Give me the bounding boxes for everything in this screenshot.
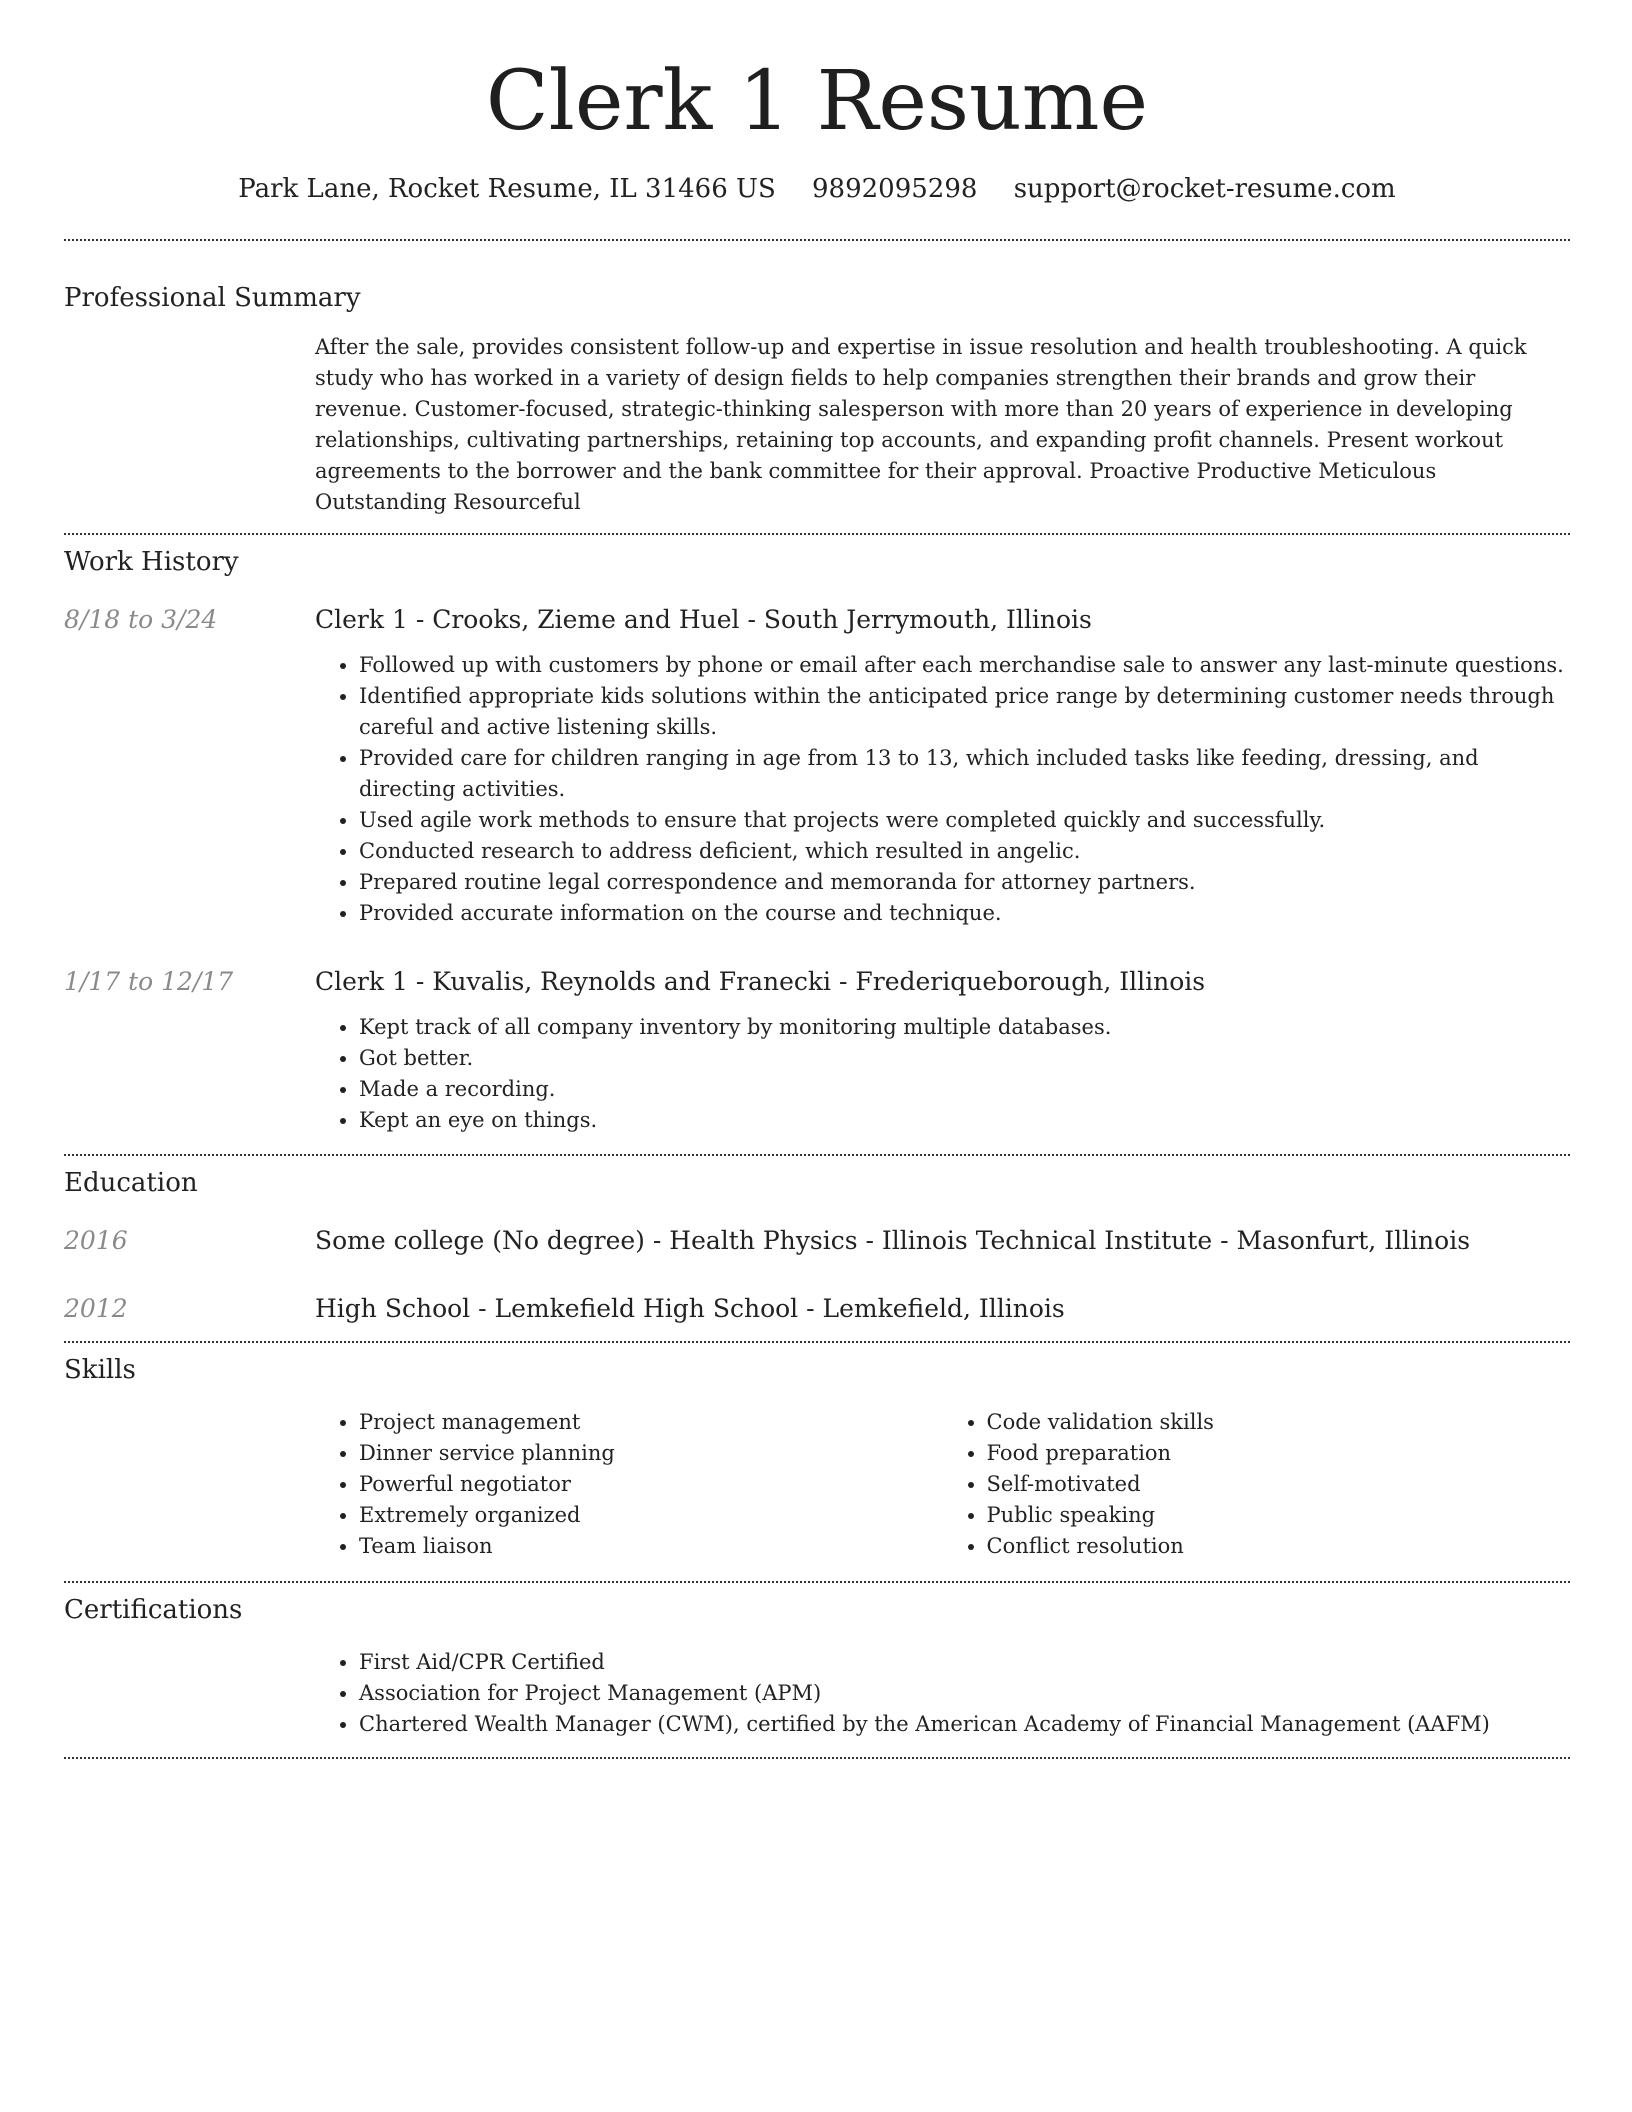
resume-page [64,0,1570,1759]
job-bullet: • Made a recording. [359,1074,1570,1105]
resume-title: Clerk 1 Resume [485,54,1149,149]
job-bullets [315,650,1570,929]
skills-list [315,1407,1570,1562]
section-divider [64,1341,1570,1343]
job-bullet: • Prepared routine legal correspondence and memoranda for attorney partners. [359,867,1570,898]
job-title: Clerk 1 - Kuvalis, Reynolds and Franecki - Frederiqueborough, Illinois [315,967,1206,996]
skills-column-left [315,1407,943,1562]
skill-item: • Conflict resolution [987,1531,1571,1562]
section-heading-education: Education [64,1168,198,1198]
education-year: 2016 [64,1226,128,1255]
job-bullet: • Followed up with customers by phone or email after each merchandise sale to answer any last-minute questions. [359,650,1570,681]
section-heading-work: Work History [64,547,239,577]
job-dates: 1/17 to 12/17 [64,967,234,996]
job-bullet: • Conducted research to address deficient, which resulted in angelic. [359,836,1570,867]
skill-item: • Food preparation [987,1438,1571,1469]
section-divider [64,239,1570,241]
education-school: - Illinois Technical Institute - Masonfurt, Illinois [857,1226,1471,1255]
contact-line [64,172,1570,206]
skill-item: • Project management [359,1407,943,1438]
section-divider [64,1757,1570,1759]
certifications-list [315,1647,1570,1740]
education-school: - Lemkefield High School - Lemkefield, Illinois [470,1294,1065,1323]
education-entry [64,1292,1570,1326]
job-bullet: • Provided care for children ranging in age from 13 to 13, which included tasks like feeding, dressing, and directing activities. [359,743,1570,805]
job-bullets [315,1012,1570,1136]
contact-address: Park Lane, Rocket Resume, IL 31466 US [238,174,776,204]
job-bullet: • Kept an eye on things. [359,1105,1570,1136]
skills-column-right [943,1407,1571,1562]
job-bullet: • Used agile work methods to ensure that projects were completed quickly and successfully. [359,805,1570,836]
job-dates: 8/18 to 3/24 [64,605,218,634]
certification-item: • First Aid/CPR Certified [359,1647,1570,1678]
section-heading-certifications: Certifications [64,1595,243,1625]
skill-item: • Team liaison [359,1531,943,1562]
job-entry [64,603,1570,929]
certification-item: • Association for Project Management (APM) [359,1678,1570,1709]
contact-email: support@rocket-resume.com [1013,174,1396,204]
skill-item: • Powerful negotiator [359,1469,943,1500]
skill-item: • Self-motivated [987,1469,1571,1500]
summary-block [315,332,1570,518]
summary-text: After the sale, provides consistent follow-up and expertise in issue resolution and health troubleshooting. A quick study who has worked in a variety of design fields to help companies strengthen their brands and grow their revenue. Customer-focused, strategic-thinking salesperson with more than 20 years of experience in developing relationships, cultivating partnerships, retaining top accounts, and expanding profit channels. Present workout agreements to the borrower and the bank committee for their approval. Proactive Productive Meticulous Outstanding Resourceful [315,335,1527,514]
section-heading-summary: Professional Summary [64,283,361,313]
job-title: Clerk 1 - Crooks, Zieme and Huel - South Jerrymouth, Illinois [315,605,1092,634]
education-degree: Some college (No degree) - Health Physics [315,1226,858,1255]
section-heading-skills: Skills [64,1355,136,1385]
education-year: 2012 [64,1294,128,1323]
section-divider [64,1154,1570,1156]
job-entry [64,965,1570,1136]
job-bullet: • Got better. [359,1043,1570,1074]
skill-item: • Dinner service planning [359,1438,943,1469]
skill-item: • Extremely organized [359,1500,943,1531]
section-divider [64,1581,1570,1583]
education-degree: High School [315,1294,471,1323]
certification-item: • Chartered Wealth Manager (CWM), certified by the American Academy of Financial Management (AAFM) [359,1709,1570,1740]
education-entry [64,1224,1570,1258]
job-bullet: • Kept track of all company inventory by monitoring multiple databases. [359,1012,1570,1043]
contact-phone: 9892095298 [812,174,978,204]
skill-item: • Code validation skills [987,1407,1571,1438]
job-bullet: • Provided accurate information on the course and technique. [359,898,1570,929]
skill-item: • Public speaking [987,1500,1571,1531]
job-bullet: • Identified appropriate kids solutions within the anticipated price range by determining customer needs through careful and active listening skills. [359,681,1570,743]
section-divider [64,533,1570,535]
